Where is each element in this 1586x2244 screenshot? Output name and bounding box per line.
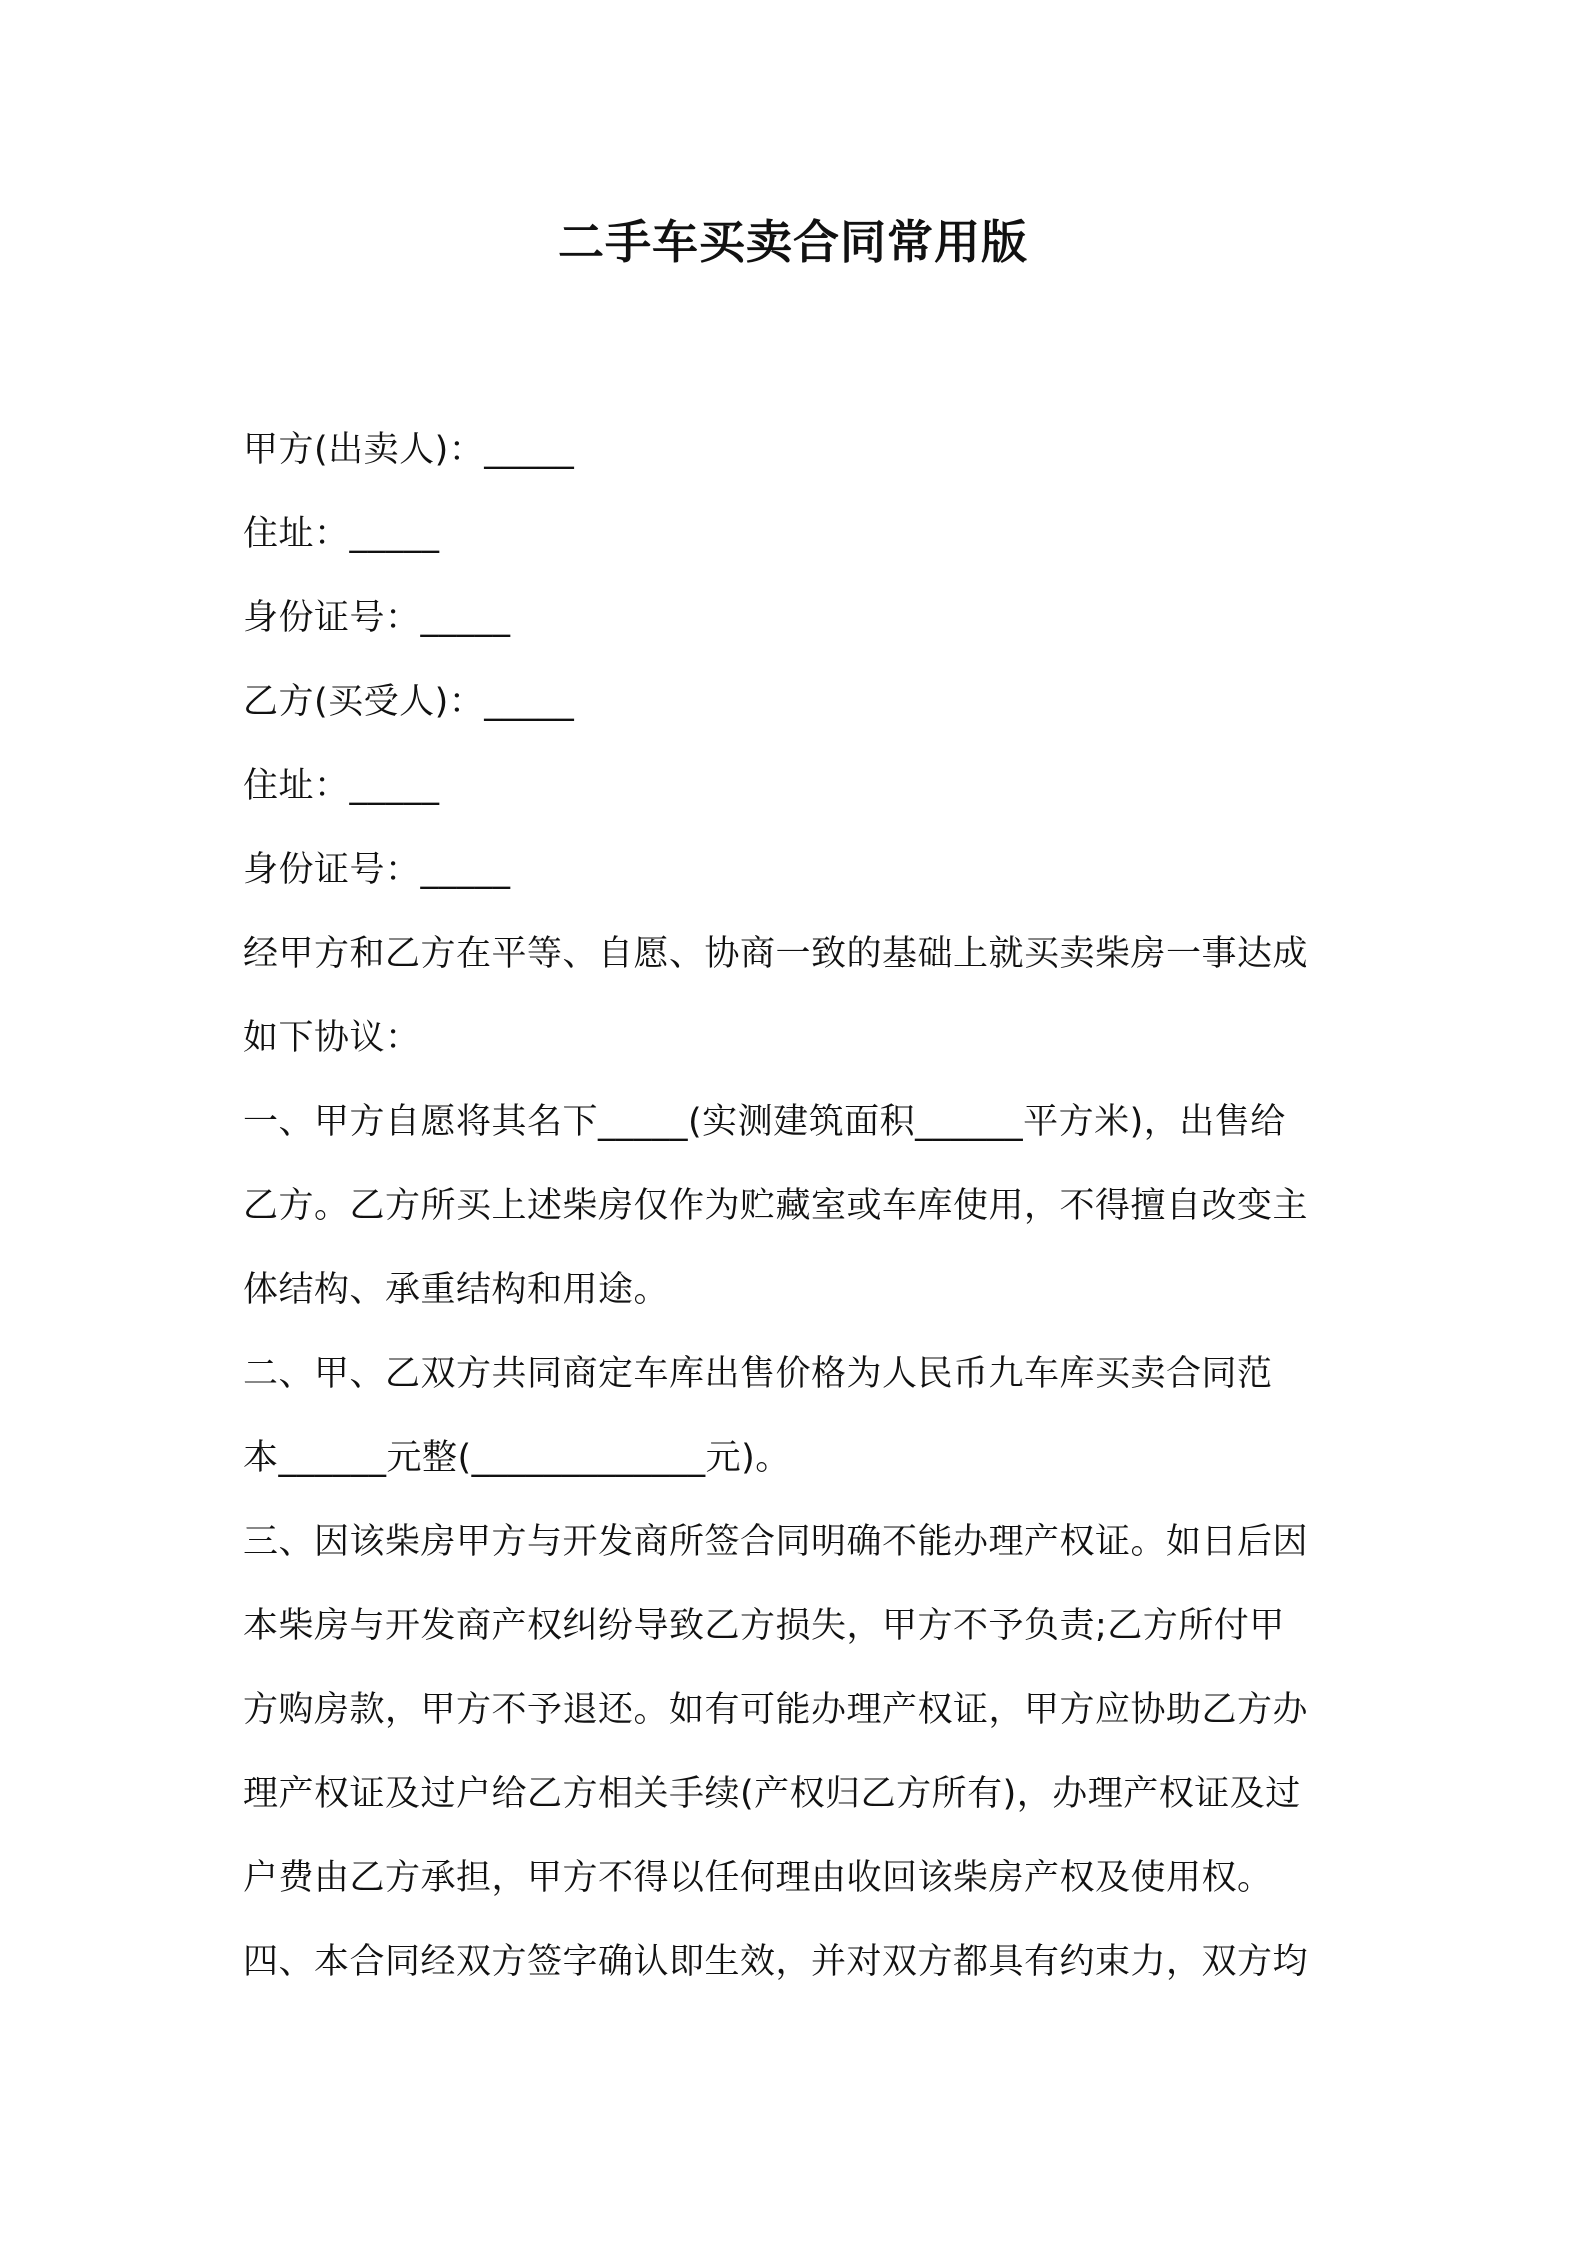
- text-line: 一、甲方自愿将其名下_____(实测建筑面积______平方米)，出售给: [243, 1102, 1286, 1142]
- document-body: [243, 408, 1353, 2004]
- text-line: 体结构、承重结构和用途。: [243, 1270, 670, 1310]
- text-line: 二、甲、乙双方共同商定车库出售价格为人民币九车库买卖合同范: [243, 1354, 1273, 1394]
- text-line: 本______元整(_____________元)。: [243, 1438, 791, 1478]
- text-line: 甲方(出卖人)：_____: [243, 430, 575, 470]
- text-line: 理产权证及过户给乙方相关手续(产权归乙方所有)，办理产权证及过: [243, 1774, 1301, 1814]
- text-line: 户费由乙方承担，甲方不得以任何理由收回该柴房产权及使用权。: [243, 1858, 1273, 1898]
- text-line: 住址：_____: [243, 514, 440, 554]
- text-line: 三、因该柴房甲方与开发商所签合同明确不能办理产权证。如日后因: [243, 1522, 1309, 1562]
- text-line: 住址：_____: [243, 766, 440, 806]
- text-line: 乙方。乙方所买上述柴房仅作为贮藏室或车库使用，不得擅自改变主: [243, 1186, 1309, 1226]
- text-line: 乙方(买受人)：_____: [243, 682, 575, 722]
- text-line: 方购房款，甲方不予退还。如有可能办理产权证，甲方应协助乙方办: [243, 1690, 1309, 1730]
- text-line: 如下协议：: [243, 1018, 421, 1058]
- text-line: 身份证号：_____: [243, 850, 511, 890]
- text-line: 四、本合同经双方签字确认即生效，并对双方都具有约束力，双方均: [243, 1942, 1309, 1982]
- text-line: 身份证号：_____: [243, 598, 511, 638]
- document-title: 二手车买卖合同常用版: [558, 215, 1028, 269]
- text-line: 本柴房与开发商产权纠纷导致乙方损失，甲方不予负责;乙方所付甲: [243, 1606, 1285, 1646]
- text-line: 经甲方和乙方在平等、自愿、协商一致的基础上就买卖柴房一事达成: [243, 934, 1309, 974]
